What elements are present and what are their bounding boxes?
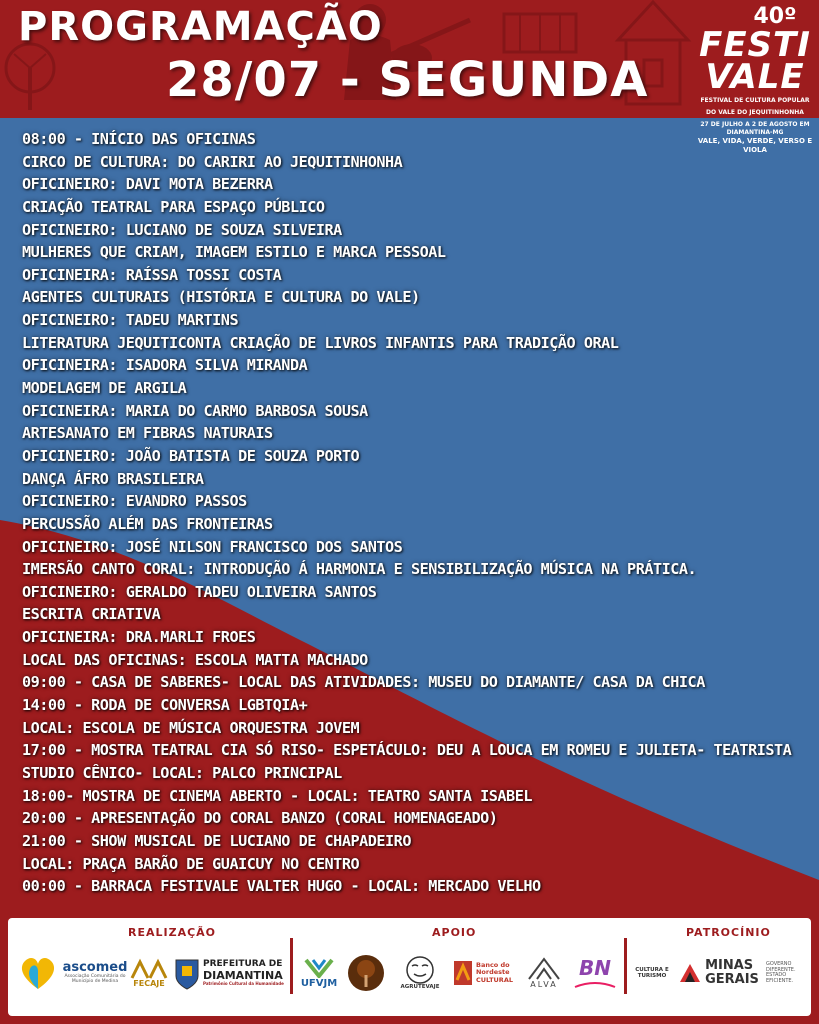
logo-dates: 27 DE JULHO A 2 DE AGOSTO EM DIAMANTINA-MG: [700, 121, 810, 136]
cultura-line2: TURISMO: [637, 973, 667, 979]
minas-gerais-logo: [674, 950, 764, 996]
cultura-turismo-logo: [632, 950, 672, 996]
accordion-illustration: [500, 8, 580, 58]
schedule-item: OFICINEIRO: GERALDO TADEU OLIVEIRA SANTOS: [22, 582, 377, 601]
apoio-label: APOIO: [432, 926, 477, 939]
sponsors-footer: [8, 918, 811, 1016]
schedule-item: OFICINEIRA: DRA.MARLI FROES: [22, 628, 256, 647]
patrocinio-label: PATROCÍNIO: [686, 926, 771, 939]
schedule-item: OFICINEIRA: MARIA DO CARMO BARBOSA SOUSA: [22, 401, 368, 420]
date-heading: 28/07 - SEGUNDA: [166, 52, 649, 108]
bn-name: BN: [579, 956, 611, 980]
bn-logo: [570, 950, 620, 996]
banco-text: [476, 962, 513, 983]
schedule-item: OFICINEIRA: ISADORA SILVA MIRANDA: [22, 356, 308, 375]
schedule-item: STUDIO CÊNICO- LOCAL: PALCO PRINCIPAL: [22, 763, 342, 782]
schedule-item: DANÇA ÁFRO BRASILEIRA: [22, 469, 204, 488]
prefeitura-line1: PREFEITURA DE: [203, 958, 283, 969]
schedule-item: LITERATURA JEQUITICONTA CRIAÇÃO DE LIVROS INFANTIS PARA TRADIÇÃO ORAL: [22, 333, 619, 352]
heart-logo: [16, 950, 60, 996]
prefeitura-logo: [174, 950, 286, 996]
schedule-item: 20:00 - APRESENTAÇÃO DO CORAL BANZO (CORAL HOMENAGEADO): [22, 809, 498, 828]
logo-tagline: VALE, VIDA, VERDE, VERSO E VIOLA: [697, 137, 813, 154]
schedule-item: ARTESANATO EM FIBRAS NATURAIS: [22, 424, 273, 443]
banco-line2: Nordeste: [475, 968, 510, 977]
crest-icon: [174, 956, 200, 990]
prefeitura-sub: Patrimônio Cultural da Humanidade: [203, 980, 284, 986]
schedule-item: OFICINEIRO: JOSÉ NILSON FRANCISCO DOS SANTOS: [22, 537, 403, 556]
logo-name-line2: VALE: [705, 57, 805, 97]
ufvjm-name: UFVJM: [300, 977, 338, 989]
alva-logo: [520, 950, 568, 996]
tree-circle-logo: [344, 950, 388, 996]
schedule-item: OFICINEIRO: EVANDRO PASSOS: [22, 492, 247, 511]
banco-nordeste-logo: [450, 950, 516, 996]
governo-slogan: [766, 950, 808, 996]
schedule-item: 21:00 - SHOW MUSICAL DE LUCIANO DE CHAPADEIRO: [22, 831, 411, 850]
logo-edition: 40º: [753, 4, 797, 29]
fecaje-logo: [128, 950, 170, 996]
minas-line2: GERAIS: [705, 972, 759, 987]
footer-divider: [624, 938, 627, 994]
schedule-item: CRIAÇÃO TEATRAL PARA ESPAÇO PÚBLICO: [22, 197, 325, 216]
banco-emblem-icon: [453, 960, 473, 986]
schedule-item: 09:00 - CASA DE SABERES- LOCAL DAS ATIVIDADES: MUSEU DO DIAMANTE/ CASA DA CHICA: [22, 673, 705, 692]
agruteva-logo: [392, 950, 448, 996]
ascomed-logo: [64, 950, 126, 996]
logo-subtitle2: DO VALE DO JEQUITINHONHA: [706, 109, 804, 116]
minas-line1: MINAS: [705, 957, 754, 973]
schedule-item: LOCAL: ESCOLA DE MÚSICA ORQUESTRA JOVEM: [22, 718, 360, 737]
schedule-item: MODELAGEM DE ARGILA: [22, 379, 187, 398]
banco-line3: CULTURAL: [475, 975, 513, 984]
schedule-item: 14:00 - RODA DE CONVERSA LGBTQIA+: [22, 696, 308, 715]
governo-line1: GOVERNO: [766, 961, 792, 967]
bn-swoosh-icon: [573, 979, 617, 989]
schedule-item: OFICINEIRO: TADEU MARTINS: [22, 311, 239, 330]
schedule-item: 17:00 - MOSTRA TEATRAL CIA SÓ RISO- ESPETÁCULO: DEU A LOUCA EM ROMEU E JULIETA- TEATRISTA: [22, 741, 792, 760]
prefeitura-line2: DIAMANTINA: [203, 968, 283, 982]
schedule-item: 08:00 - INÍCIO DAS OFICINAS: [22, 130, 256, 148]
minas-text: [705, 959, 759, 988]
logo-subtitle1: FESTIVAL DE CULTURA POPULAR: [700, 97, 810, 104]
schedule-item: 00:00 - BARRACA FESTIVALE VALTER HUGO - LOCAL: MERCADO VELHO: [22, 877, 541, 896]
schedule-item: OFICINEIRO: DAVI MOTA BEZERRA: [22, 175, 273, 194]
governo-line4: EFICIENTE.: [766, 977, 794, 984]
realizacao-label: REALIZAÇÃO: [128, 926, 217, 939]
schedule-item: OFICINEIRO: JOÃO BATISTA DE SOUZA PORTO: [22, 446, 360, 465]
banco-line1: Banco do: [475, 961, 510, 970]
page-title: PROGRAMAÇÃO: [18, 4, 383, 50]
cultura-line1: CULTURA E: [635, 966, 669, 973]
fecaje-name: FECAJE: [133, 978, 165, 988]
alva-emblem-icon: [527, 957, 561, 981]
tree-illustration: [0, 40, 60, 110]
schedule-item: CIRCO DE CULTURA: DO CARIRI AO JEQUITINHONHA: [22, 152, 403, 171]
alva-name: ALVA: [530, 979, 558, 989]
heart-icon: [17, 955, 59, 991]
schedule-item: IMERSÃO CANTO CORAL: INTRODUÇÃO Á HARMONIA E SENSIBILIZAÇÃO MÚSICA NA PRÁTICA.: [22, 560, 697, 579]
schedule-list: [22, 128, 812, 898]
prefeitura-text: [203, 960, 284, 986]
ascomed-sub: Associação Comunitária do Município de Medina: [64, 974, 126, 985]
schedule-item: AGENTES CULTURAIS (HISTÓRIA E CULTURA DO VALE): [22, 288, 420, 307]
fecaje-emblem-icon: [130, 958, 168, 980]
schedule-item: OFICINEIRA: RAÍSSA TOSSI COSTA: [22, 265, 282, 284]
minas-triangle-icon: [679, 962, 701, 984]
agruteva-name: AGRUTEVAJE: [400, 983, 440, 990]
schedule-item: MULHERES QUE CRIAM, IMAGEM ESTILO E MARCA PESSOAL: [22, 243, 446, 262]
footer-divider: [290, 938, 293, 994]
governo-line3: ESTADO: [766, 972, 787, 978]
schedule-item: PERCUSSÃO ALÉM DAS FRONTEIRAS: [22, 514, 273, 533]
ufvjm-emblem-icon: [304, 958, 334, 978]
schedule-item: LOCAL: PRAÇA BARÃO DE GUAICUY NO CENTRO: [22, 854, 360, 873]
governo-line2: DIFERENTE.: [766, 966, 796, 973]
tree-circle-icon: [346, 953, 386, 993]
schedule-item: OFICINEIRO: LUCIANO DE SOUZA SILVEIRA: [22, 220, 342, 239]
logo-name-line1: FESTI: [699, 25, 811, 65]
schedule-item: LOCAL DAS OFICINAS: ESCOLA MATTA MACHADO: [22, 650, 368, 669]
ascomed-name: ascomed: [62, 959, 128, 975]
schedule-item: 18:00- MOSTRA DE CINEMA ABERTO - LOCAL: TEATRO SANTA ISABEL: [22, 786, 532, 805]
schedule-item: ESCRITA CRIATIVA: [22, 605, 161, 624]
theater-masks-icon: [403, 956, 437, 984]
ufvjm-logo: [296, 950, 342, 996]
